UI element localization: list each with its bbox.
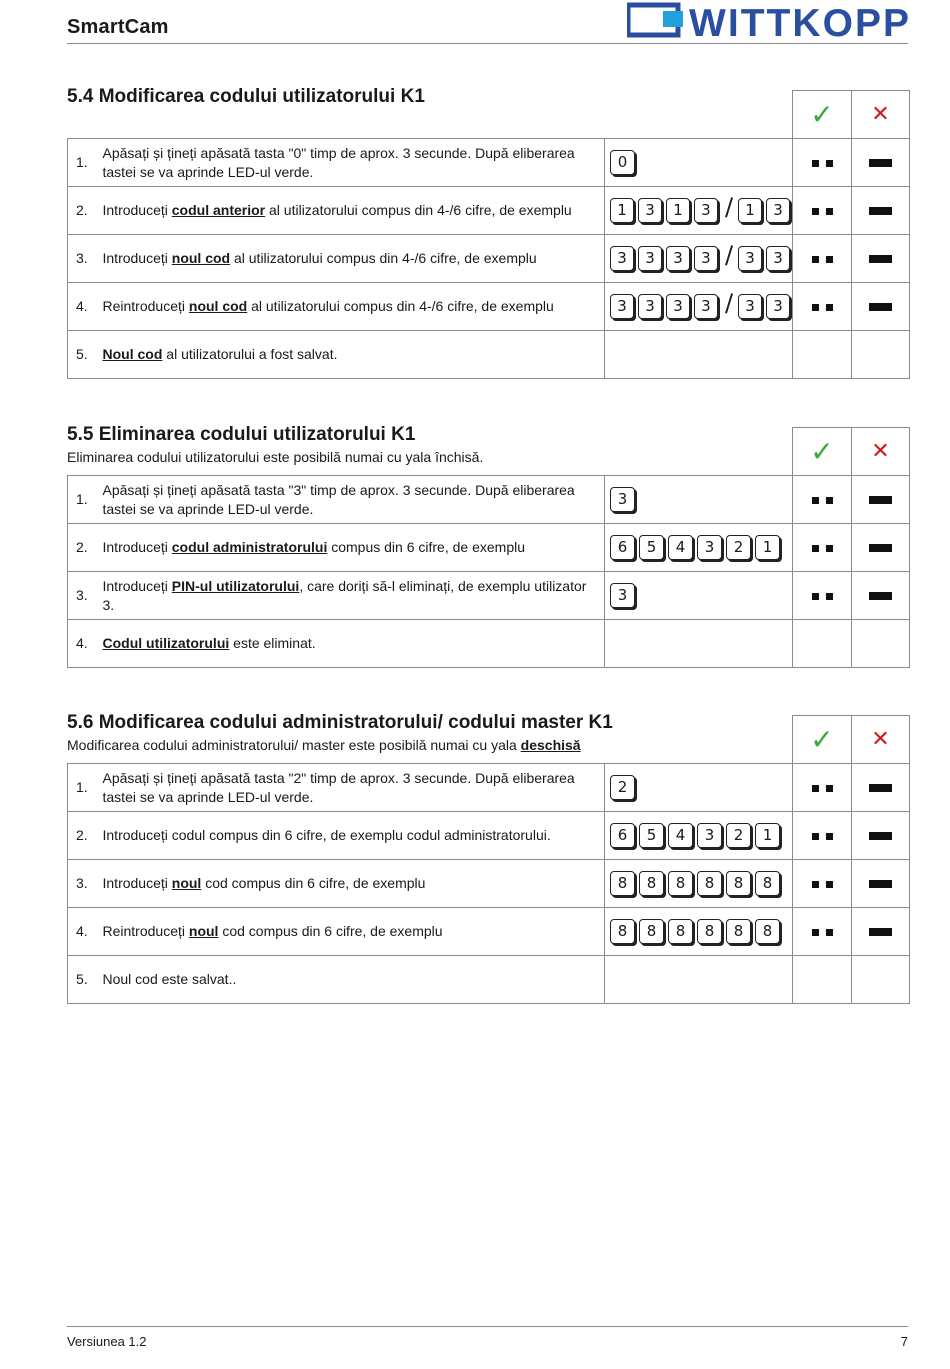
led-success-cell bbox=[793, 956, 852, 1004]
led-error-cell bbox=[852, 476, 910, 524]
keypad-key-icon: 3 bbox=[666, 294, 690, 319]
cross-icon: ✕ bbox=[871, 438, 890, 463]
legend-row bbox=[68, 91, 910, 139]
steps-table bbox=[67, 715, 910, 1004]
step-number: 2. bbox=[68, 524, 98, 572]
led-double-blink-icon bbox=[812, 256, 833, 263]
step-row bbox=[68, 524, 910, 572]
instruction-emphasis: codul anterior bbox=[171, 202, 266, 218]
step-instruction bbox=[98, 476, 605, 524]
instruction-text: Apăsați și țineți apăsată tasta "3" timp de aprox. 3 secunde. După eliberarea tastei se va aprinde LED-ul verde. bbox=[102, 481, 575, 517]
led-error-cell bbox=[852, 620, 910, 668]
led-success-cell bbox=[793, 139, 852, 187]
led-error-cell bbox=[852, 956, 910, 1004]
keypad-sequence bbox=[605, 860, 793, 908]
empty-cell bbox=[98, 91, 605, 139]
step-instruction bbox=[98, 331, 605, 379]
instruction-emphasis: noul bbox=[171, 875, 202, 891]
keypad-key-icon: 8 bbox=[755, 919, 780, 944]
led-error-cell bbox=[852, 860, 910, 908]
led-double-blink-icon bbox=[812, 881, 833, 888]
instruction-emphasis: Noul cod bbox=[102, 346, 163, 362]
step-instruction bbox=[98, 860, 605, 908]
keypad-sequence bbox=[605, 956, 793, 1004]
step-number: 1. bbox=[68, 139, 98, 187]
instruction-text: al utilizatorului a fost salvat. bbox=[162, 346, 338, 362]
led-success-cell bbox=[793, 283, 852, 331]
wittkopp-logo bbox=[627, 2, 912, 40]
step-number: 2. bbox=[68, 187, 98, 235]
document-title: SmartCam bbox=[67, 16, 169, 38]
steps-table bbox=[67, 427, 910, 668]
led-double-blink-icon bbox=[812, 208, 833, 215]
step-row bbox=[68, 283, 910, 331]
cross-icon: ✕ bbox=[871, 726, 890, 751]
step-row bbox=[68, 187, 910, 235]
subtitle-emphasis: deschisă bbox=[520, 737, 581, 753]
step-instruction bbox=[98, 812, 605, 860]
instruction-text: Introduceți bbox=[102, 577, 172, 594]
instruction-text: al utilizatorului compus din 4-/6 cifre, de exemplu bbox=[230, 250, 537, 266]
keypad-key-icon: 3 bbox=[638, 294, 662, 319]
step-instruction bbox=[98, 572, 605, 620]
keypad-key-icon: 3 bbox=[766, 198, 790, 223]
led-success-cell bbox=[793, 764, 852, 812]
checkmark-icon: ✓ bbox=[810, 435, 834, 467]
empty-cell bbox=[68, 716, 98, 764]
step-row bbox=[68, 572, 910, 620]
led-error-cell bbox=[852, 908, 910, 956]
empty-cell bbox=[605, 716, 793, 764]
instruction-text: Introduceți codul compus din 6 cifre, de exemplu codul administratorului. bbox=[102, 827, 551, 843]
led-success-cell bbox=[793, 331, 852, 379]
led-success-cell bbox=[793, 235, 852, 283]
step-row bbox=[68, 476, 910, 524]
keypad-sequence bbox=[605, 812, 793, 860]
keypad-key-icon: 4 bbox=[668, 823, 693, 848]
keypad-key-icon: 8 bbox=[697, 919, 722, 944]
instruction-emphasis: PIN-ul utilizatorului bbox=[171, 577, 300, 594]
instruction-text: Noul cod este salvat.. bbox=[102, 971, 237, 987]
led-double-blink-icon bbox=[812, 785, 833, 792]
step-instruction bbox=[98, 235, 605, 283]
keypad-key-icon: 1 bbox=[738, 198, 762, 223]
instruction-emphasis: Codul utilizatorului bbox=[102, 635, 230, 651]
step-number: 3. bbox=[68, 235, 98, 283]
keypad-key-icon: 8 bbox=[639, 919, 664, 944]
step-instruction bbox=[98, 283, 605, 331]
keypad-key-icon: 3 bbox=[694, 246, 718, 271]
keypad-key-icon: 3 bbox=[697, 823, 722, 848]
keypad-key-icon: 8 bbox=[639, 871, 664, 896]
success-column-header bbox=[793, 716, 852, 764]
instruction-text: Introduceți bbox=[102, 539, 172, 555]
separator-slash: / bbox=[724, 193, 734, 221]
success-column-header bbox=[793, 91, 852, 139]
step-instruction bbox=[98, 620, 605, 668]
keypad-key-icon: 3 bbox=[638, 198, 662, 223]
keypad-key-icon: 5 bbox=[639, 823, 664, 848]
empty-cell bbox=[98, 716, 605, 764]
subtitle-text: Eliminarea codului utilizatorului este posibilă numai cu yala închisă. bbox=[67, 449, 484, 465]
instruction-text: Introduceți bbox=[102, 875, 172, 891]
step-number: 5. bbox=[68, 956, 98, 1004]
steps-table bbox=[67, 90, 910, 379]
led-error-cell bbox=[852, 187, 910, 235]
keypad-key-icon: 3 bbox=[766, 294, 790, 319]
step-number: 1. bbox=[68, 476, 98, 524]
error-column-header bbox=[852, 716, 910, 764]
led-long-signal-icon bbox=[869, 832, 892, 840]
checkmark-icon: ✓ bbox=[810, 98, 834, 130]
keypad-key-icon: 3 bbox=[638, 246, 662, 271]
instruction-emphasis: noul cod bbox=[171, 250, 231, 266]
keypad-key-icon: 8 bbox=[668, 871, 693, 896]
step-row bbox=[68, 331, 910, 379]
keypad-key-icon: 3 bbox=[738, 294, 762, 319]
instruction-text: Apăsați și țineți apăsată tasta "0" timp de aprox. 3 secunde. După eliberarea tastei se va aprinde LED-ul verde. bbox=[102, 144, 575, 180]
led-success-cell bbox=[793, 812, 852, 860]
led-success-cell bbox=[793, 908, 852, 956]
led-long-signal-icon bbox=[869, 255, 892, 263]
error-column-header bbox=[852, 428, 910, 476]
instruction-text: Apăsați și țineți apăsată tasta "2" timp de aprox. 3 secunde. După eliberarea tastei se va aprinde LED-ul verde. bbox=[102, 769, 575, 805]
led-long-signal-icon bbox=[869, 159, 892, 167]
keypad-key-icon: 6 bbox=[610, 535, 635, 560]
keypad-key-icon: 3 bbox=[694, 294, 718, 319]
keypad-key-icon: 8 bbox=[697, 871, 722, 896]
led-long-signal-icon bbox=[869, 880, 892, 888]
step-row bbox=[68, 956, 910, 1004]
keypad-sequence bbox=[605, 764, 793, 812]
keypad-key-icon: 1 bbox=[666, 198, 690, 223]
step-instruction bbox=[98, 956, 605, 1004]
step-row bbox=[68, 764, 910, 812]
keypad-key-icon: 2 bbox=[610, 775, 635, 800]
step-number: 3. bbox=[68, 572, 98, 620]
keypad-key-icon: 8 bbox=[755, 871, 780, 896]
step-number: 4. bbox=[68, 283, 98, 331]
led-double-blink-icon bbox=[812, 304, 833, 311]
led-success-cell bbox=[793, 572, 852, 620]
step-row bbox=[68, 860, 910, 908]
keypad-sequence bbox=[605, 908, 793, 956]
logo-text: WITTKOPP bbox=[689, 2, 909, 40]
led-error-cell bbox=[852, 524, 910, 572]
step-row bbox=[68, 908, 910, 956]
keypad-sequence bbox=[605, 476, 793, 524]
led-error-cell bbox=[852, 764, 910, 812]
keypad-sequence bbox=[605, 283, 793, 331]
step-number: 4. bbox=[68, 620, 98, 668]
keypad-key-icon: 3 bbox=[766, 246, 790, 271]
keypad-key-icon: 3 bbox=[610, 487, 635, 512]
step-number: 4. bbox=[68, 908, 98, 956]
step-instruction bbox=[98, 908, 605, 956]
led-success-cell bbox=[793, 187, 852, 235]
led-long-signal-icon bbox=[869, 207, 892, 215]
keypad-sequence bbox=[605, 331, 793, 379]
led-long-signal-icon bbox=[869, 928, 892, 936]
led-long-signal-icon bbox=[869, 784, 892, 792]
keypad-key-icon: 8 bbox=[610, 919, 635, 944]
keypad-key-icon: 3 bbox=[738, 246, 762, 271]
led-long-signal-icon bbox=[869, 303, 892, 311]
led-long-signal-icon bbox=[869, 496, 892, 504]
keypad-key-icon: 4 bbox=[668, 535, 693, 560]
legend-row bbox=[68, 428, 910, 476]
led-error-cell bbox=[852, 139, 910, 187]
instruction-text: al utilizatorului compus din 4-/6 cifre, de exemplu bbox=[247, 298, 554, 314]
subtitle-text: Modificarea codului administratorului/ master este posibilă numai cu yala bbox=[67, 737, 521, 753]
step-number: 5. bbox=[68, 331, 98, 379]
keypad-sequence bbox=[605, 235, 793, 283]
instruction-emphasis: codul administratorului bbox=[171, 539, 328, 555]
led-double-blink-icon bbox=[812, 545, 833, 552]
separator-slash: / bbox=[724, 289, 734, 317]
instruction-text: Reintroduceți bbox=[102, 298, 189, 314]
empty-cell bbox=[68, 91, 98, 139]
cross-icon: ✕ bbox=[871, 101, 890, 126]
keypad-key-icon: 8 bbox=[726, 919, 751, 944]
led-long-signal-icon bbox=[869, 592, 892, 600]
checkmark-icon: ✓ bbox=[810, 723, 834, 755]
keypad-sequence bbox=[605, 572, 793, 620]
keypad-key-icon: 1 bbox=[755, 823, 780, 848]
instruction-text: este eliminat. bbox=[229, 635, 316, 651]
empty-cell bbox=[605, 91, 793, 139]
step-instruction bbox=[98, 187, 605, 235]
section-title: 5.5 Eliminarea codului utilizatorului K1 bbox=[67, 424, 416, 445]
empty-cell bbox=[68, 428, 98, 476]
step-row bbox=[68, 235, 910, 283]
led-double-blink-icon bbox=[812, 160, 833, 167]
led-success-cell bbox=[793, 476, 852, 524]
step-instruction bbox=[98, 524, 605, 572]
keypad-key-icon: 6 bbox=[610, 823, 635, 848]
keypad-key-icon: 0 bbox=[610, 150, 635, 175]
instruction-text: Introduceți bbox=[102, 250, 172, 266]
keypad-key-icon: 8 bbox=[610, 871, 635, 896]
led-double-blink-icon bbox=[812, 497, 833, 504]
keypad-key-icon: 3 bbox=[694, 198, 718, 223]
led-double-blink-icon bbox=[812, 593, 833, 600]
keypad-sequence bbox=[605, 620, 793, 668]
keypad-sequence bbox=[605, 187, 793, 235]
keypad-key-icon: 2 bbox=[726, 535, 751, 560]
instruction-text: , care doriți să-l eliminați, de exemplu utilizator 3. bbox=[102, 577, 587, 613]
footer-divider bbox=[67, 1326, 908, 1327]
led-success-cell bbox=[793, 524, 852, 572]
empty-cell bbox=[605, 428, 793, 476]
version-label: Versiunea 1.2 bbox=[67, 1334, 147, 1349]
keypad-key-icon: 3 bbox=[697, 535, 722, 560]
header-divider bbox=[67, 43, 908, 44]
instruction-emphasis: noul cod bbox=[188, 298, 248, 314]
led-error-cell bbox=[852, 572, 910, 620]
led-double-blink-icon bbox=[812, 929, 833, 936]
error-column-header bbox=[852, 91, 910, 139]
success-column-header bbox=[793, 428, 852, 476]
keypad-sequence bbox=[605, 524, 793, 572]
led-success-cell bbox=[793, 620, 852, 668]
keypad-key-icon: 1 bbox=[610, 198, 634, 223]
led-success-cell bbox=[793, 860, 852, 908]
keypad-sequence bbox=[605, 139, 793, 187]
step-instruction bbox=[98, 764, 605, 812]
page-number: 7 bbox=[900, 1334, 908, 1349]
led-long-signal-icon bbox=[869, 544, 892, 552]
step-row bbox=[68, 812, 910, 860]
step-row bbox=[68, 139, 910, 187]
led-error-cell bbox=[852, 812, 910, 860]
instruction-emphasis: noul bbox=[188, 923, 219, 939]
led-double-blink-icon bbox=[812, 833, 833, 840]
step-number: 2. bbox=[68, 812, 98, 860]
keypad-key-icon: 3 bbox=[610, 583, 635, 608]
keypad-key-icon: 1 bbox=[755, 535, 780, 560]
keypad-key-icon: 3 bbox=[666, 246, 690, 271]
step-number: 1. bbox=[68, 764, 98, 812]
led-error-cell bbox=[852, 235, 910, 283]
led-error-cell bbox=[852, 331, 910, 379]
keypad-key-icon: 2 bbox=[726, 823, 751, 848]
instruction-text: al utilizatorului compus din 4-/6 cifre, de exemplu bbox=[265, 202, 572, 218]
led-error-cell bbox=[852, 283, 910, 331]
legend-row bbox=[68, 716, 910, 764]
instruction-text: cod compus din 6 cifre, de exemplu bbox=[201, 875, 426, 891]
instruction-text: Reintroduceți bbox=[102, 923, 189, 939]
empty-cell bbox=[98, 428, 605, 476]
step-row bbox=[68, 620, 910, 668]
section-title: 5.4 Modificarea codului utilizatorului K1 bbox=[67, 86, 425, 107]
instruction-text: cod compus din 6 cifre, de exemplu bbox=[218, 923, 443, 939]
step-instruction bbox=[98, 139, 605, 187]
keypad-key-icon: 3 bbox=[610, 246, 634, 271]
instruction-text: compus din 6 cifre, de exemplu bbox=[327, 539, 525, 555]
instruction-text: Introduceți bbox=[102, 202, 172, 218]
keypad-key-icon: 8 bbox=[668, 919, 693, 944]
keypad-key-icon: 3 bbox=[610, 294, 634, 319]
section-title: 5.6 Modificarea codului administratorului/ codului master K1 bbox=[67, 712, 613, 733]
step-number: 3. bbox=[68, 860, 98, 908]
separator-slash: / bbox=[724, 241, 734, 269]
keypad-key-icon: 8 bbox=[726, 871, 751, 896]
keypad-key-icon: 5 bbox=[639, 535, 664, 560]
